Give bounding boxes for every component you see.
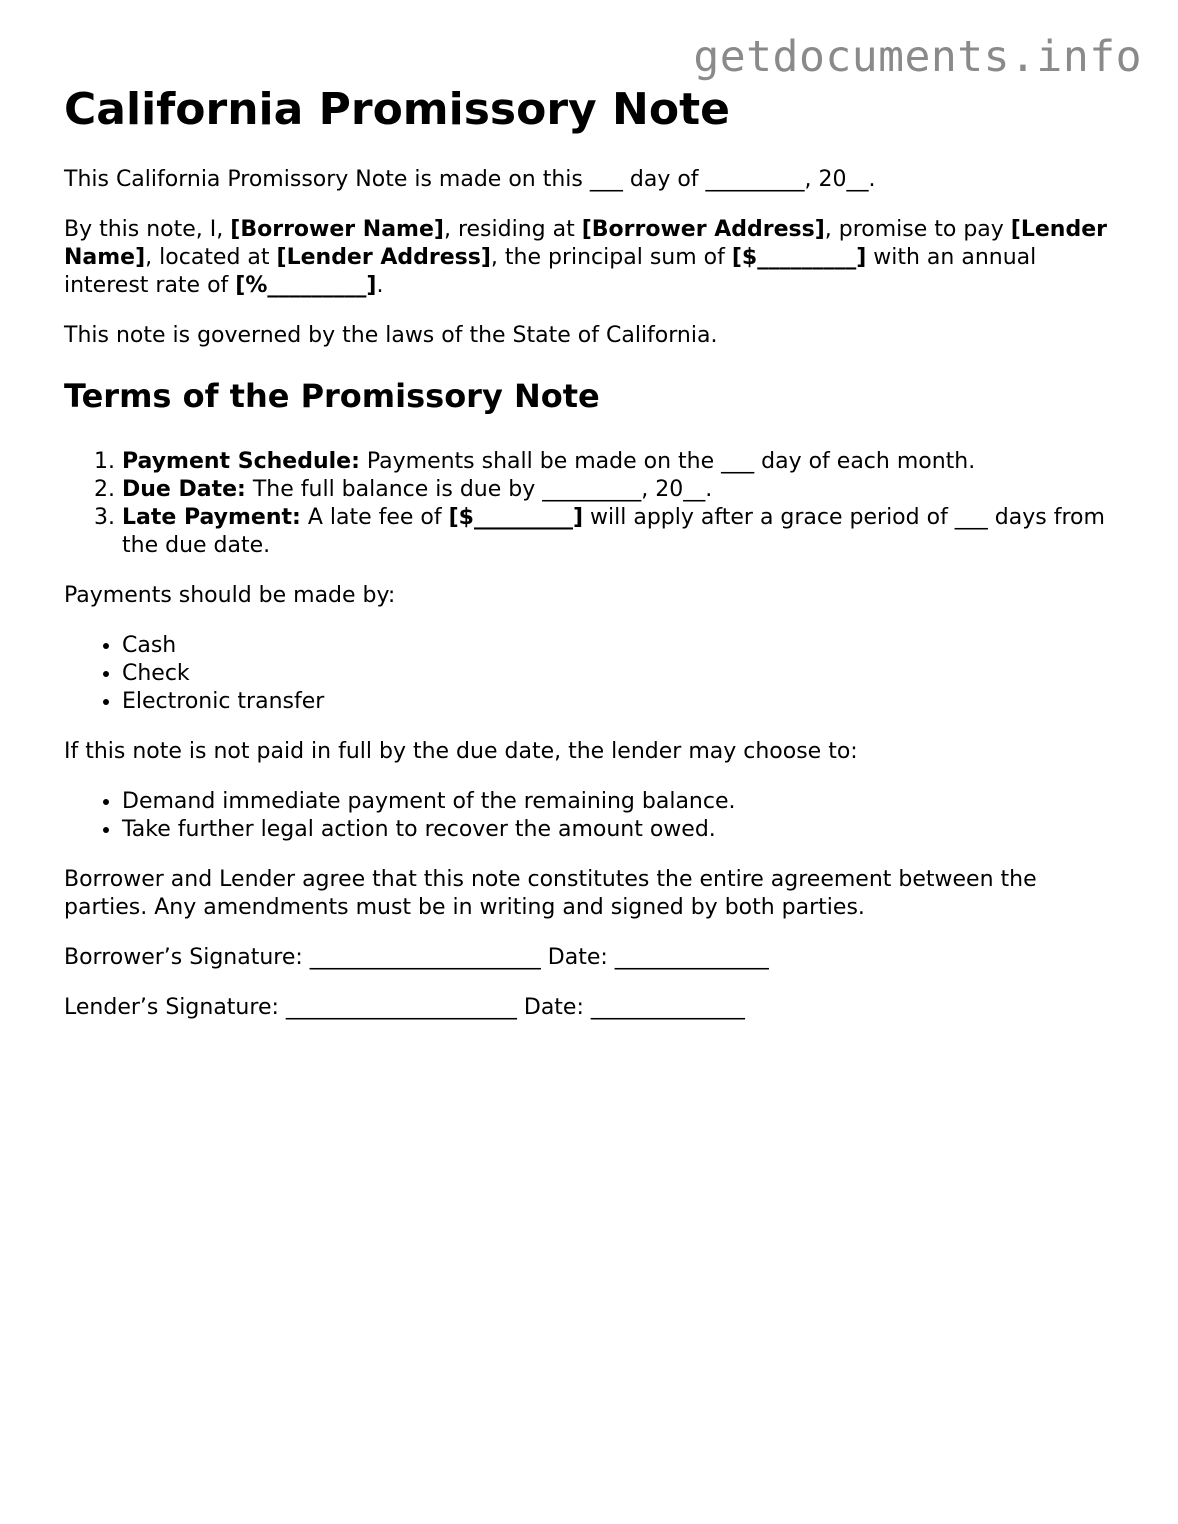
document-body: [64, 80, 1124, 1022]
interest-field: [%_________]: [235, 273, 377, 298]
list-item: • Take further legal action to recover the amount owed.: [122, 816, 1124, 844]
parties-text: , promise to pay: [824, 217, 1011, 242]
term-label: Due Date:: [122, 477, 246, 502]
terms-heading: Terms of the Promissory Note: [64, 377, 600, 415]
intro-paragraph: This California Promissory Note is made on this ___ day of _________, 20__.: [64, 167, 876, 192]
terms-list: [64, 448, 1124, 560]
default-intro: If this note is not paid in full by the due date, the lender may choose to:: [64, 739, 858, 764]
governing-law-paragraph: This note is governed by the laws of the State of California.: [64, 323, 718, 348]
parties-text: By this note, I,: [64, 217, 231, 242]
late-fee-field: [$_________]: [448, 505, 584, 530]
term-label: Late Payment:: [122, 505, 301, 530]
term-label: Payment Schedule:: [122, 449, 360, 474]
borrower-signature-line: Borrower’s Signature: _____________________ Date: ______________: [64, 945, 769, 970]
term-text: Payments shall be made on the ___ day of each month.: [359, 449, 976, 474]
payment-methods-intro: Payments should be made by:: [64, 583, 396, 608]
parties-text: , the principal sum of: [490, 245, 732, 270]
list-item: • Demand immediate payment of the remaining balance.: [122, 788, 1124, 816]
parties-text: .: [376, 273, 384, 298]
document-title: California Promissory Note: [64, 84, 730, 135]
principal-field: [$_________]: [731, 245, 867, 270]
lender-address-field: [Lender Address]: [276, 245, 491, 270]
payment-methods-list: [64, 632, 1124, 716]
term-due-date: [122, 476, 1124, 504]
borrower-name-field: [Borrower Name]: [230, 217, 444, 242]
list-item: • Check: [122, 660, 1124, 688]
term-text: The full balance is due by _________, 20__.: [245, 477, 713, 502]
watermark: getdocuments.info: [693, 32, 1142, 82]
list-item: • Electronic transfer: [122, 688, 1124, 716]
term-late-payment: [122, 504, 1124, 560]
parties-text: , located at: [145, 245, 277, 270]
term-text: will apply after a grace period of ___ days from the due date.: [122, 505, 1105, 558]
term-payment-schedule: [122, 448, 1124, 476]
agreement-paragraph: Borrower and Lender agree that this note constitutes the entire agreement between the parties. Any amendments must be in writing and signed by both parties.: [64, 867, 1037, 920]
default-options-list: [64, 788, 1124, 844]
parties-text: with an annual interest rate of: [64, 245, 1037, 298]
borrower-address-field: [Borrower Address]: [581, 217, 825, 242]
parties-paragraph: [64, 216, 1124, 300]
term-text: A late fee of: [300, 505, 449, 530]
lender-name-field: [Lender Name]: [64, 217, 1107, 270]
parties-text: , residing at: [443, 217, 582, 242]
lender-signature-line: Lender’s Signature: _____________________ Date: ______________: [64, 995, 745, 1020]
list-item: • Cash: [122, 632, 1124, 660]
